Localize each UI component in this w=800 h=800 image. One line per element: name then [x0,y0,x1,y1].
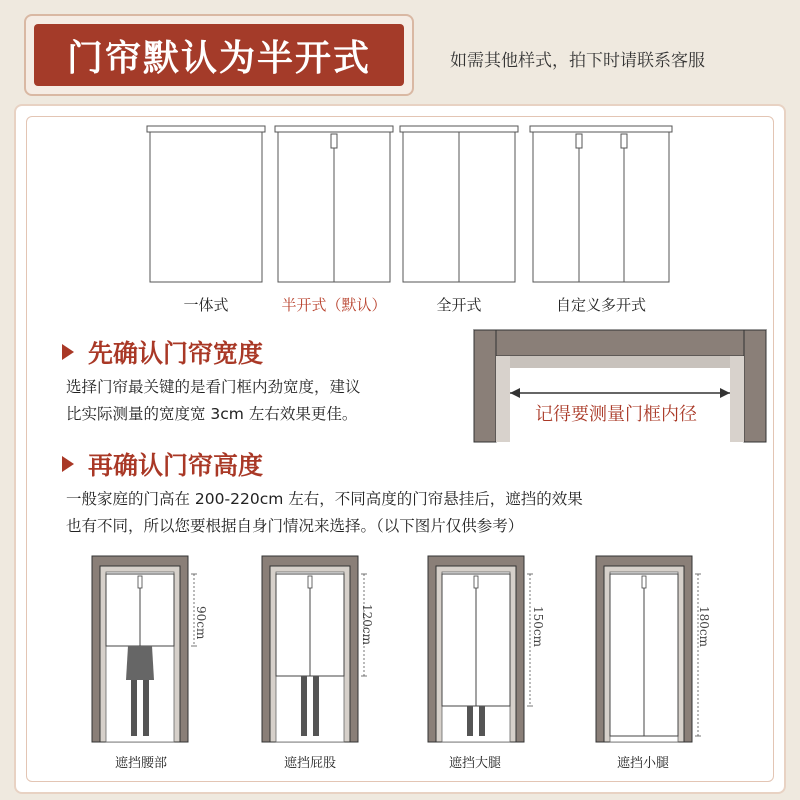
curtain-style-half-open [275,126,393,282]
door-1-measure: 90cm [194,606,208,640]
curtain-slit [474,576,478,588]
leg-left [467,706,473,736]
height-section-line-1: 一般家庭的门高在 200-220cm 左右，不同高度的门帘悬挂后，遮挡的效果 [66,490,583,508]
style-label-one-piece: 一体式 [183,296,229,314]
curtain-slit [308,576,312,588]
curtain-slit [138,576,142,588]
leg-right [143,680,149,736]
door-4-measure: 180cm [697,606,711,648]
door-4-label: 遮挡小腿 [616,756,670,771]
door-2-label: 遮挡屁股 [283,756,337,771]
door-1-label: 遮挡腰部 [114,756,168,771]
door-3-measure: 150cm [531,606,545,648]
style-label-half-open: 半开式（默认） [281,296,387,314]
frame-caption: 记得要测量门框内径 [535,404,697,425]
leg-right [313,676,319,736]
door-scene-hip [262,556,367,742]
leg-left [301,676,307,736]
height-section-line-2: 也有不同，所以您要根据自身门情况来选择。（以下图片仅供参考） [66,517,524,535]
curtain-slit [642,576,646,588]
height-section-arrow-icon [62,456,74,472]
header-note: 如需其他样式，拍下时请联系客服 [450,51,705,71]
style-label-custom: 自定义多开式 [555,296,647,314]
door-scenes [92,556,701,742]
page-title: 门帘默认为半开式 [66,37,371,79]
height-section-title: 再确认门帘高度 [88,451,264,480]
door-3-label: 遮挡大腿 [448,756,502,771]
door-scene-calf [596,556,701,742]
curtain-style-one-piece [147,126,265,282]
width-section-arrow-icon [62,344,74,360]
skirt [126,646,154,680]
width-section-line-2: 比实际测量的宽度宽 3cm 左右效果更佳。 [66,405,358,423]
leg-left [131,680,137,736]
width-section-title: 先确认门帘宽度 [88,339,264,368]
leg-right [479,706,485,736]
width-section-line-1: 选择门帘最关键的是看门框内劲宽度，建议 [66,378,361,396]
style-label-full-open: 全开式 [436,296,482,314]
door-2-measure: 120cm [360,604,374,646]
curtain-style-full-open [400,126,518,282]
door-scene-thigh [428,556,533,742]
door-scene-waist [92,556,197,742]
curtain-style-custom [530,126,672,282]
